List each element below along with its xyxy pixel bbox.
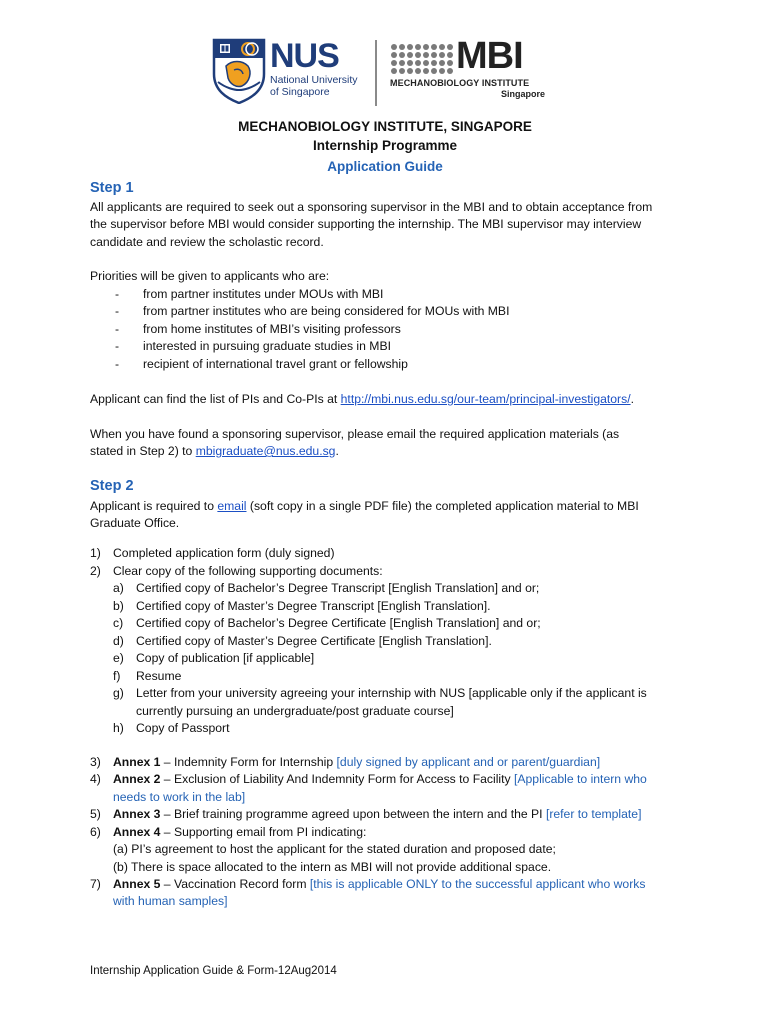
priority-text: from partner institutes under MOUs with MBI xyxy=(143,287,384,301)
header-logos xyxy=(212,35,557,108)
pi-text: Applicant can find the list of PIs and Co-PIs at xyxy=(90,392,341,406)
sub-key: e) xyxy=(113,651,124,665)
annex-subline: (a) PI’s agreement to host the applicant for the stated duration and proposed date; xyxy=(113,842,556,856)
sub-key: g) xyxy=(113,686,124,700)
step1-para-line: All applicants are required to seek out a sponsoring supervisor in the MBI and to obtain acceptance from xyxy=(90,200,653,214)
sub-key: a) xyxy=(113,581,124,595)
annex-note: [refer to template] xyxy=(545,807,642,821)
mbi-logo-text: MBI xyxy=(456,35,523,77)
sub-key: f) xyxy=(113,669,121,683)
graduate-email-link[interactable]: mbigraduate@nus.edu.sg xyxy=(195,444,336,458)
list-item: - from home institutes of MBI’s visiting professors xyxy=(115,322,401,336)
sub-text: Copy of Passport xyxy=(136,721,230,735)
pi-list-line xyxy=(90,391,634,409)
sub-key: c) xyxy=(113,616,124,630)
sub-key: h) xyxy=(113,721,124,735)
mbi-subtitle: MECHANOBIOLOGY INSTITUTE xyxy=(390,78,530,88)
item-number: 4) xyxy=(90,772,101,786)
sub-item xyxy=(113,633,492,651)
sub-item xyxy=(113,668,181,686)
sub-text: Certified copy of Master’s Degree Transcript [English Translation]. xyxy=(136,599,491,613)
priorities-intro: Priorities will be given to applicants who are: xyxy=(90,269,330,283)
list-item: - from partner institutes under MOUs with MBI xyxy=(115,287,384,301)
item-number: 3) xyxy=(90,755,101,769)
sub-item xyxy=(113,685,647,703)
logo-divider xyxy=(375,40,377,106)
step2-intro-line2: Graduate Office. xyxy=(90,516,180,530)
annex-text: – Indemnity Form for Internship xyxy=(160,755,337,769)
sub-text: Certified copy of Master’s Degree Certificate [English Translation]. xyxy=(136,634,492,648)
item-number: 6) xyxy=(90,825,101,839)
sub-text: currently pursuing an undergraduate/post graduate course] xyxy=(136,704,454,718)
annex-text: – Brief training programme agreed upon between the intern and the PI xyxy=(160,807,546,821)
list-item xyxy=(90,563,383,581)
email-text: stated in Step 2) to xyxy=(90,444,196,458)
sub-item xyxy=(113,720,229,738)
sub-text: Letter from your university agreeing your internship with NUS [applicable only if the applicant is xyxy=(136,686,647,700)
annex-label: Annex 4 xyxy=(113,825,161,839)
email-text-end: . xyxy=(335,444,339,458)
annex-item xyxy=(90,771,647,789)
annex-label: Annex 3 xyxy=(113,807,161,821)
list-item: - from partner institutes who are being considered for MOUs with MBI xyxy=(115,304,510,318)
nus-name-line2: of Singapore xyxy=(270,86,330,98)
intro-text-cont: (soft copy in a single PDF file) the completed application material to MBI xyxy=(246,499,639,513)
sub-text: Certified copy of Bachelor’s Degree Transcript [English Translation] and or; xyxy=(136,581,540,595)
sub-text: Certified copy of Bachelor’s Degree Certificate [English Translation] and or; xyxy=(136,616,541,630)
annex-note: [duly signed by applicant and or parent/guardian] xyxy=(336,755,601,769)
list-item: - recipient of international travel grant or fellowship xyxy=(115,357,408,371)
annex-subline: (b) There is space allocated to the intern as MBI will not provide additional space. xyxy=(113,860,552,874)
annex-item xyxy=(90,876,645,894)
step1-para-line: candidate and review the scholastic record. xyxy=(90,235,324,249)
sub-text: Resume xyxy=(136,669,182,683)
sub-item xyxy=(113,703,454,721)
item-number: 7) xyxy=(90,877,101,891)
nus-name-line1: National University xyxy=(270,74,358,86)
annex-text: – Exclusion of Liability And Indemnity Form for Access to Facility xyxy=(160,772,515,786)
title-institute: MECHANOBIOLOGY INSTITUTE, SINGAPORE xyxy=(238,119,532,134)
mbi-dot-grid-icon xyxy=(390,43,454,75)
annex-label: Annex 5 xyxy=(113,877,161,891)
intro-text: Applicant is required to xyxy=(90,499,218,513)
annex-note: [Applicable to intern who xyxy=(514,772,647,786)
item-text: Clear copy of the following supporting documents: xyxy=(113,564,383,578)
sub-text: Copy of publication [if applicable] xyxy=(136,651,315,665)
annex-item xyxy=(90,824,366,842)
list-item: - interested in pursuing graduate studies in MBI xyxy=(115,339,391,353)
email-link[interactable]: email xyxy=(217,499,247,513)
sub-item xyxy=(113,615,541,633)
sub-key: b) xyxy=(113,599,124,613)
priority-text: from home institutes of MBI’s visiting professors xyxy=(143,322,401,336)
step1-heading: Step 1 xyxy=(90,180,134,196)
annex-text: – Vaccination Record form xyxy=(160,877,310,891)
pi-list-link[interactable]: http://mbi.nus.edu.sg/our-team/principal-investigators/ xyxy=(340,392,631,406)
nus-logo-text: NUS xyxy=(270,37,339,75)
title-programme: Internship Programme xyxy=(312,138,458,153)
priority-text: from partner institutes who are being considered for MOUs with MBI xyxy=(143,304,510,318)
annex-item xyxy=(90,806,641,824)
pi-text-end: . xyxy=(630,392,634,406)
sub-item xyxy=(113,598,491,616)
priority-text: interested in pursuing graduate studies in MBI xyxy=(143,339,391,353)
list-item xyxy=(90,545,335,563)
step2-heading: Step 2 xyxy=(90,478,134,494)
item-text: Completed application form (duly signed) xyxy=(113,546,335,560)
step1-para-line: the supervisor before MBI would consider supporting the internship. The MBI supervisor may interview xyxy=(90,217,642,231)
annex-note-cont: with human samples] xyxy=(113,894,228,908)
nus-wordmark xyxy=(270,38,358,98)
item-number: 5) xyxy=(90,807,101,821)
annex-note-cont: needs to work in the lab] xyxy=(113,790,246,804)
annex-label: Annex 2 xyxy=(113,772,161,786)
sub-key: d) xyxy=(113,634,124,648)
page-footer: Internship Application Guide & Form-12Aug2014 xyxy=(90,965,337,977)
annex-item xyxy=(90,754,600,772)
priority-text: recipient of international travel grant or fellowship xyxy=(143,357,408,371)
email-instruction-line: When you have found a sponsoring supervisor, please email the required application materials (as xyxy=(90,427,620,441)
mbi-location: Singapore xyxy=(501,89,546,99)
nus-crest-icon xyxy=(212,38,266,104)
step2-intro-line xyxy=(90,498,639,516)
sub-item xyxy=(113,580,539,598)
title-guide: Application Guide xyxy=(327,159,443,174)
annex-text: – Supporting email from PI indicating: xyxy=(160,825,367,839)
sub-item xyxy=(113,650,314,668)
annex-label: Annex 1 xyxy=(113,755,161,769)
annex-note: [this is applicable ONLY to the successful applicant who works xyxy=(309,877,646,891)
item-number: 2) xyxy=(90,564,101,578)
item-number: 1) xyxy=(90,546,101,560)
email-instruction-line2 xyxy=(90,443,339,461)
